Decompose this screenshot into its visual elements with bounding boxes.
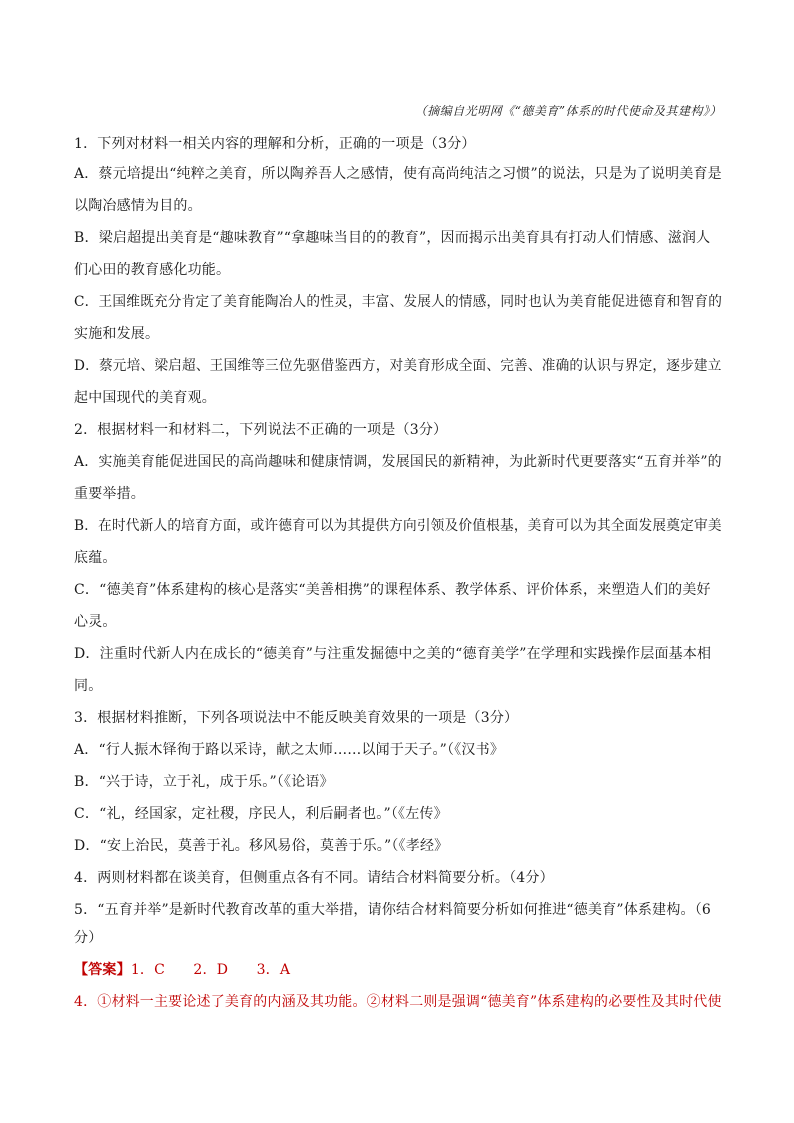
question-1-option-a: A．蔡元培提出“纯粹之美育，所以陶养吾人之感情，使有高尚纯洁之习惯”的说法，只是为了说明美育是 [74,166,722,182]
question-3-stem: 3．根据材料推断，下列各项说法中不能反映美育效果的一项是（3分） [74,710,519,726]
question-1-option-c: C．王国维既充分肯定了美育能陶冶人的性灵，丰富、发展人的情感，同时也认为美育能促进德育和智育的 [74,294,723,310]
question-1-option-b-continued: 们心田的教育感化功能。 [74,262,231,278]
answer-choices-line [74,960,290,980]
question-3-option-a: A．“行人振木铎徇于路以采诗，献之太师……以闻于天子。”（《汉书》 [74,742,505,758]
question-2-option-a: A．实施美育能促进国民的高尚趣味和健康情调，发展国民的新精神，为此新时代更要落实“五育并举”的 [74,454,722,470]
question-1-option-b: B．梁启超提出美育是“趣味教育”“拿趣味当目的的教育”，因而揭示出美育具有打动人们情感、滋润人 [74,230,711,246]
question-2-option-a-continued: 重要举措。 [74,486,145,502]
answer-choices: 1．C 2．D 3．A [130,962,291,978]
question-2-option-c-continued: 心灵。 [74,614,117,630]
question-1-stem: 1．下列对材料一相关内容的理解和分析，正确的一项是（3分） [74,136,476,152]
answer-4: 4．①材料一主要论述了美育的内涵及其功能。②材料二则是强调“德美育”体系建构的必要性及其时代使 [74,994,722,1010]
question-1-option-a-continued: 以陶冶感情为目的。 [74,198,202,214]
question-1-option-c-continued: 实施和发展。 [74,326,160,342]
question-2-option-b: B．在时代新人的培育方面，或许德育可以为其提供方向引领及价值根基，美育可以为其全面发展奠定审美 [74,518,722,534]
question-2-option-d: D．注重时代新人内在成长的“德美育”与注重发掘德中之美的“德育美学”在学理和实践操作层面基本相 [74,646,712,662]
question-1-option-d: D．蔡元培、梁启超、王国维等三位先驱借鉴西方，对美育形成全面、完善、准确的认识与界定，逐步建立 [74,358,722,374]
question-2-stem: 2．根据材料一和材料二，下列说法不正确的一项是（3分） [74,422,448,438]
question-1-option-d-continued: 起中国现代的美育观。 [74,390,216,406]
question-2-option-d-continued: 同。 [74,678,103,694]
source-citation: （摘编自光明网《“德美育”体系的时代使命及其建构》） [414,104,722,118]
question-5-stem-continued: 分） [74,930,103,946]
question-3-option-b: B．“兴于诗，立于礼，成于乐。”（《论语》 [74,774,334,790]
question-3-option-d: D．“安上治民，莫善于礼。移风易俗，莫善于乐。”（《孝经》 [74,838,449,854]
question-2-option-c: C．“德美育”体系建构的核心是落实“美善相携”的课程体系、教学体系、评价体系，来塑造人们的美好 [74,582,711,598]
question-3-option-c: C．“礼，经国家，定社稷，序民人，利后嗣者也。”（《左传》 [74,806,448,822]
question-2-option-b-continued: 底蕴。 [74,550,117,566]
question-4-stem: 4．两则材料都在谈美育，但侧重点各有不同。请结合材料简要分析。（4分） [74,870,554,886]
answer-tag: 【答案】 [74,962,131,978]
question-5-stem: 5．“五育并举”是新时代教育改革的重大举措，请你结合材料简要分析如何推进“德美育”体系建构。（6 [74,902,712,918]
